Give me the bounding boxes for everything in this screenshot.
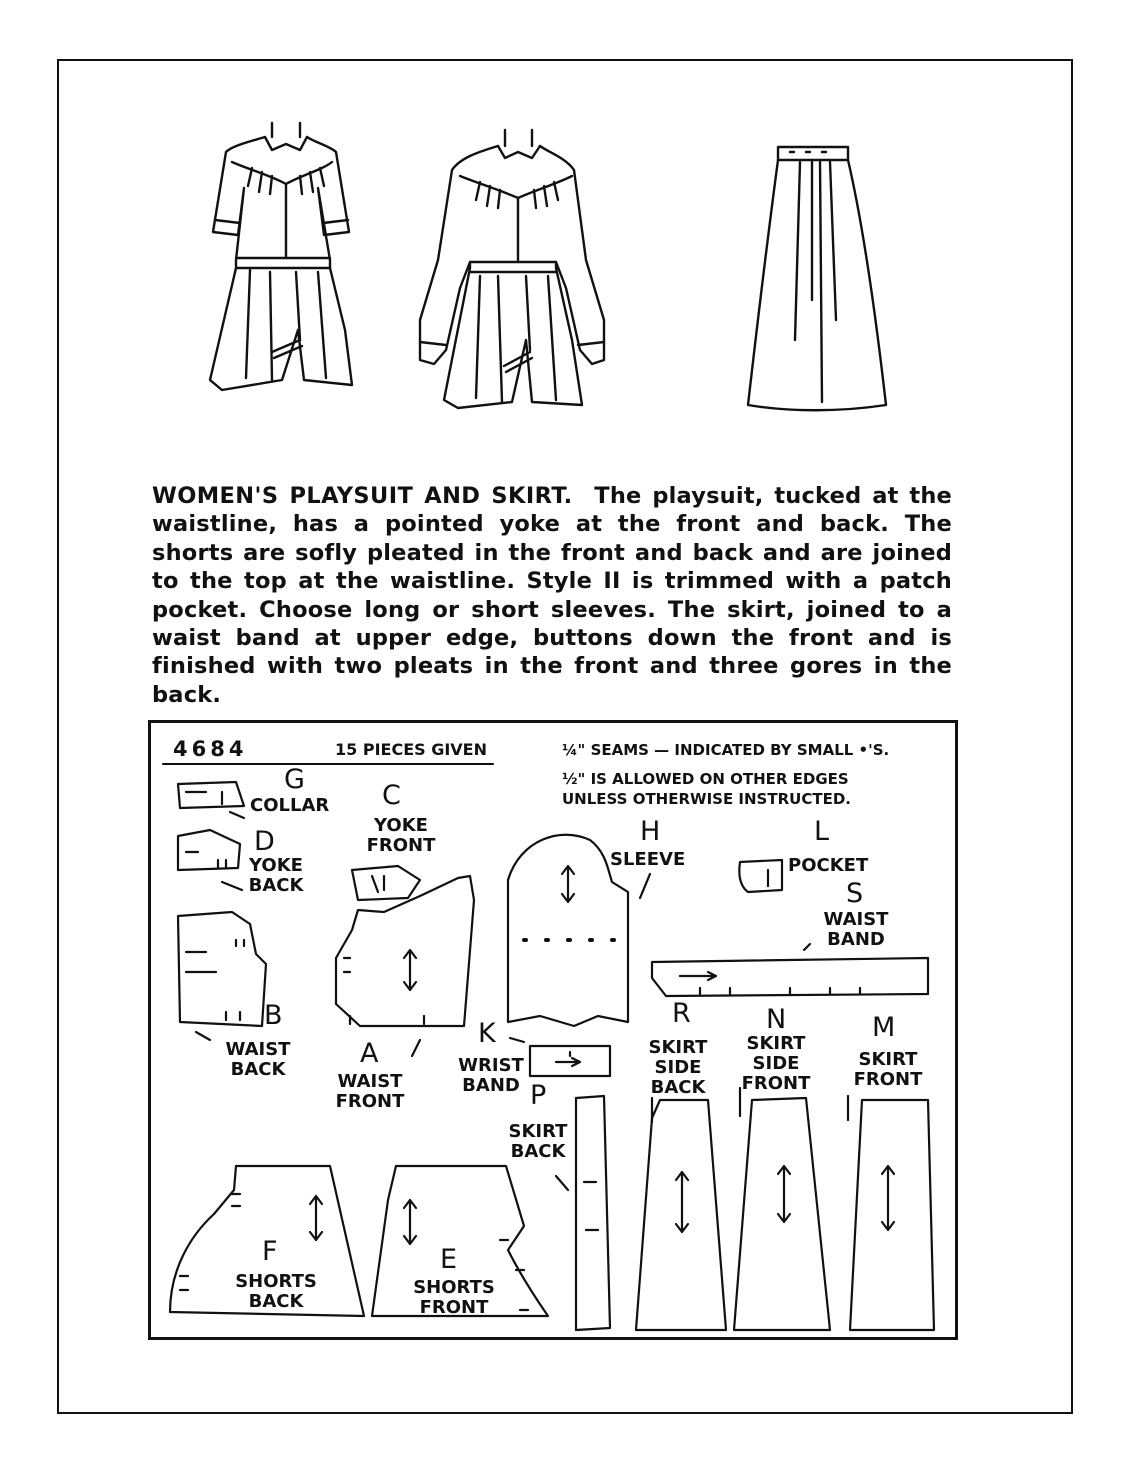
piece-r-skirt-side-back-shape xyxy=(636,1098,726,1330)
piece-d-name xyxy=(244,856,308,896)
piece-a-name xyxy=(330,1072,410,1112)
piece-s-name xyxy=(818,910,894,950)
piece-c-yoke-front-shape xyxy=(352,866,420,900)
piece-m-skirt-front-shape xyxy=(848,1096,934,1330)
piece-r-letter: R xyxy=(672,998,691,1029)
piece-r-name-line-2: SIDE xyxy=(654,1057,702,1078)
edges-note-line-1: ½" IS ALLOWED ON OTHER EDGES xyxy=(562,770,849,788)
piece-r-name-line-3: BACK xyxy=(650,1077,706,1098)
piece-c-name-line-1: YOKE xyxy=(374,815,428,836)
seams-note: ¼" SEAMS — INDICATED BY SMALL •'S. xyxy=(562,741,890,759)
piece-e-letter: E xyxy=(440,1244,458,1275)
piece-f-letter: F xyxy=(262,1236,278,1267)
piece-b-name-line-1: WAIST xyxy=(225,1039,291,1060)
piece-e-name-line-1: SHORTS xyxy=(413,1277,495,1298)
piece-g-letter: G xyxy=(284,764,305,795)
piece-s-name-line-1: WAIST xyxy=(823,909,889,930)
piece-n-name-line-3: FRONT xyxy=(741,1073,811,1094)
piece-s-waist-band-shape xyxy=(652,944,928,996)
pattern-title: WOMEN'S PLAYSUIT AND SKIRT. xyxy=(152,483,573,509)
piece-b-letter: B xyxy=(264,1000,283,1031)
piece-k-name-line-1: WRIST xyxy=(458,1055,524,1076)
piece-r-name xyxy=(642,1038,714,1098)
piece-k-name xyxy=(454,1056,528,1096)
edges-note-line-2: UNLESS OTHERWISE INSTRUCTED. xyxy=(562,790,851,808)
piece-f-name-line-2: BACK xyxy=(248,1291,304,1312)
pattern-description-body: The playsuit, tucked at the waistline, has a pointed yoke at the front and back. The shorts are sofly pleated in the front and back and are joined to the top at the waistline. Style II is trimmed with a patch pocket. Choose long or short sleeves. The skirt, joined to a waist band at upper edge, buttons down the front and is finished with two pleats in the front and three gores in the back. xyxy=(152,483,952,708)
piece-f-name-line-1: SHORTS xyxy=(235,1271,317,1292)
piece-c-letter: C xyxy=(382,780,401,811)
piece-s-letter: S xyxy=(846,878,864,909)
piece-p-name xyxy=(502,1122,574,1162)
piece-e-name xyxy=(408,1278,500,1318)
piece-s-name-line-2: BAND xyxy=(827,929,885,950)
piece-l-pocket-shape xyxy=(739,860,782,892)
piece-f-name xyxy=(230,1272,322,1312)
pieces-count: 15 PIECES GIVEN xyxy=(335,740,487,759)
piece-a-waist-front-shape xyxy=(336,876,474,1056)
piece-m-name-line-2: FRONT xyxy=(853,1069,923,1090)
piece-a-name-line-2: FRONT xyxy=(335,1091,405,1112)
piece-n-name xyxy=(736,1034,816,1094)
piece-p-letter: P xyxy=(530,1080,547,1111)
piece-n-name-line-1: SKIRT xyxy=(746,1033,806,1054)
piece-p-name-line-1: SKIRT xyxy=(508,1121,568,1142)
piece-m-name-line-1: SKIRT xyxy=(858,1049,918,1070)
piece-k-letter: K xyxy=(478,1018,496,1049)
piece-g-collar-shape xyxy=(178,782,244,818)
piece-p-name-line-2: BACK xyxy=(510,1141,566,1162)
piece-c-name-line-2: FRONT xyxy=(366,835,436,856)
piece-g-name: COLLAR xyxy=(250,795,330,816)
piece-h-name: SLEEVE xyxy=(610,849,686,870)
piece-e-name-line-2: FRONT xyxy=(419,1297,489,1318)
piece-a-letter: A xyxy=(360,1038,379,1069)
piece-r-name-line-1: SKIRT xyxy=(648,1037,708,1058)
pattern-number: 4684 xyxy=(173,737,248,761)
piece-d-letter: D xyxy=(254,826,275,857)
piece-m-name xyxy=(848,1050,928,1090)
piece-d-name-line-1: YOKE xyxy=(249,855,303,876)
piece-n-skirt-side-front-shape xyxy=(734,1088,830,1330)
piece-l-letter: L xyxy=(814,816,830,847)
piece-d-yoke-back-shape xyxy=(178,830,242,890)
piece-m-letter: M xyxy=(872,1012,896,1043)
piece-a-name-line-1: WAIST xyxy=(337,1071,403,1092)
piece-c-name xyxy=(356,816,446,856)
piece-n-letter: N xyxy=(766,1004,787,1035)
piece-k-name-line-2: BAND xyxy=(462,1075,520,1096)
piece-d-name-line-2: BACK xyxy=(248,875,304,896)
piece-b-name-line-2: BACK xyxy=(230,1059,286,1080)
piece-b-waist-back-shape xyxy=(178,912,266,1040)
piece-n-name-line-2: SIDE xyxy=(752,1053,800,1074)
piece-l-name: POCKET xyxy=(788,855,869,876)
piece-b-name xyxy=(218,1040,298,1080)
piece-h-letter: H xyxy=(640,816,661,847)
